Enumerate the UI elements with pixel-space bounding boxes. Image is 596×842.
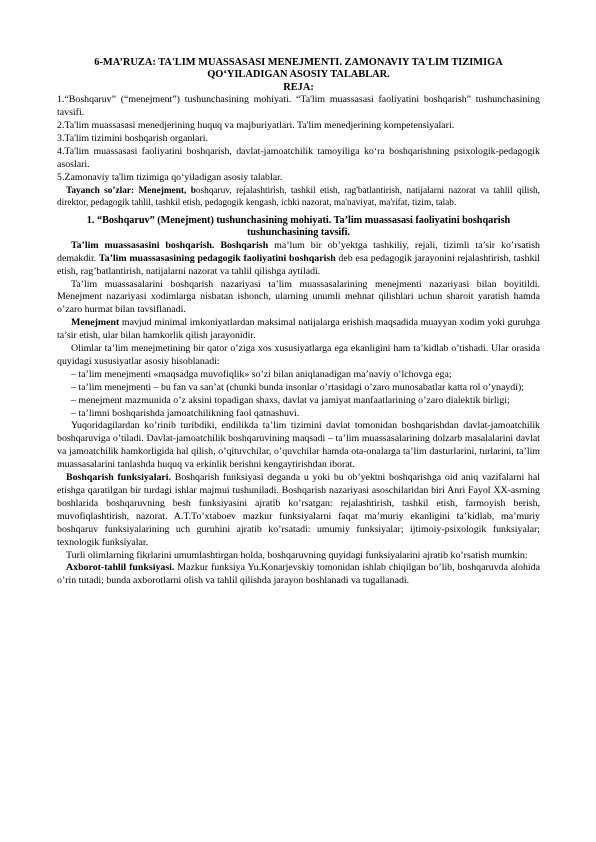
paragraph-text: Boshqarish funksiyasi deganda u yoki bu ob’yektni boshqarishga oid aniq vazifalarni hal etishga qaratilgan bir turdagi ishlar majmui tushuniladi. Boshqarish nazariyasi asoschilaridan biri Anri Fayol XX-asrning boshlarida boshqaruvning besh funksiyasini ajratib ko’rsatgan: rejalashtirish, tashkil etish, farmoyish berish, muvofiqlashtirish, nazorat. A.T.To’xtaboev mazkur funksiyalarni faqat ma’muriy ekanligini ta’kidlab, ma’muriy boshqaruv funksiyalarining uch guruhini ajratib ko’rsatadi: umumiy funksiyalar; ijtimoiy-psixologik funksiyalar; texnologik funksiyalar. <box>57 472 540 548</box>
keywords-text: oshqaruv, rejalashtirish, tashkil etish, rag'batlantirish, natijalarni nazorat va tahlil qilish, direktor, pedagogik tahlil, tashkil etish, pedagogik kengash, ichki nazorat, ma'naviyat, ma'rifat, tizim, talab. <box>57 185 540 208</box>
paragraph-2: Ta’lim muassasalarini boshqarish nazariyasi ta’lim muassasalarining menejmenti nazariyasi bilan boyitildi. Menejment nazariyasi xodimlarga nisbatan ishonch, ularning unumli mehnat qilishlari uchun sharoit yaratish hamda o’zaro hurmat bilan tavsiflanadi. <box>57 278 540 316</box>
paragraph-3 <box>57 317 540 343</box>
plan-item: 3.Ta'lim tizimini boshqarish organlari. <box>57 132 208 144</box>
term-bold: Menejment <box>71 317 120 329</box>
plan-list <box>57 94 540 184</box>
list-item: – ta’lim menejmenti «maqsadga muvofiqlik» so’zi bilan aniqlanadigan ma’naviy o’lchovga ega; <box>71 368 452 380</box>
paragraph-4: Olimlar ta’lim menejmetining bir qator o’ziga xos xususiyatlarga ega ekanligini ham ta’kidlab o’tishadi. Ular orasida quyidagi xususiyatlar asosiy hisoblanadi: <box>57 343 540 367</box>
paragraph-7: Turli olimlarning fikrlarini umumlashtirgan holda, boshqaruvning quyidagi funksiyalarini ajratib ko’rsatish mumkin: <box>66 549 528 561</box>
lecture-title: 6-MA’RUZA: TA'LIM MUASSASASI MENEJMENTI. ZAMONAVIY TA'LIM TIZIMIGA QO‘YILADIGAN ASOSIY TALABLAR. <box>94 57 503 81</box>
list-item: – ta’lim menejmenti – bu fan va san’at (chunki bunda insonlar o’rtasidagi o’zaro munosabatlar katta rol o’ynaydi); <box>71 381 525 393</box>
paragraph-text: Mazkur funksiya Yu.Konarjevskiy tomonidan ishlab chiqilgan bo’lib, boshqaruvda alohida o’rin tutadi; bunda axborotlarni olish va tahlil qilishda jarayon boshlanadi va tugallanadi. <box>57 562 540 587</box>
paragraph-5: Yuqoridagilardan ko’rinib turibdiki, endilikda ta’lim tizimini davlat tomonidan boshqarishdan davlat-jamoatchilik boshqaruviga o’tiladi. Davlat-jamoatchilik boshqaruvining maqsadi – ta’lim muassasalarining dolzarb masalalarini davlat va jamoatchilik hamkorligida hal qilish, o’qituvchilar, o’quvchilar hamda ota-onalarga ta’lim dasturlarini, turlarini, ta’lim muassasalarini tanlashda huquq va erkinlik berishni kengaytirishdan iborat. <box>57 420 540 471</box>
document-page <box>57 57 540 588</box>
plan-item: 2.Ta'lim muassasasi menedjerining huquq va majburiyatlari. Ta'lim menedjerining kompetensiyalari. <box>57 120 455 132</box>
paragraph-6 <box>57 472 540 549</box>
plan-item: 5.Zamonaviy ta'lim tizimiga qo‘yiladigan asosiy talablar. <box>57 171 283 183</box>
paragraph-1 <box>57 240 540 279</box>
list-item: – menejment mazmunida o’z aksini topadigan shaxs, davlat va jamiyat manfaatlarining o’zaro dialektik birligi; <box>71 394 510 406</box>
feature-list <box>57 369 540 421</box>
term-bold: Ta’lim muassasasini boshqarish. Boshqarish <box>71 239 269 251</box>
paragraph-text: deb esa pedagogik jarayonini rejalashtirish, tashkil etish, rag’batlantirish, natijalarni nazorat va tahlil qilishga aytiladi. <box>57 252 541 277</box>
plan-heading: REJA: <box>283 81 314 93</box>
plan-item: 1.“Boshqaruv” (“menejment”) tushunchasining mohiyati. “Ta'lim muassasasi faoliyatini boshqarish” tushunchasining tavsifi. <box>57 94 540 119</box>
section-1-heading: 1. “Boshqaruv” (Menejment) tushunchasining mohiyati. Ta’lim muassasasi faoliyatini boshqarish tushunchasining tavsifi. <box>86 214 511 239</box>
term-bold: Ta’lim muassasasining pedagogik faoliyatini boshqarish <box>98 252 336 264</box>
keywords-label: Tayanch so’zlar: Menejment, b <box>66 185 196 196</box>
list-item: – ta’limni boshqarishda jamoatchilikning faol qatnashuvi. <box>71 407 300 419</box>
keywords-paragraph <box>57 185 540 209</box>
term-bold: Boshqarish funksiyalari. <box>66 472 171 484</box>
plan-item: 4.Ta'lim muassasasi faoliyatini boshqarish, davlat-jamoatchilik tamoyiliga ko‘ra boshqarishning psixologik-pedagogik asoslari. <box>57 145 540 170</box>
paragraph-text: ma’lum bir ob’yektga tashkiliy, rejali, tizimli ta’sir ko’rsatish demakdir. <box>57 239 540 264</box>
paragraph-text: mavjud minimal imkoniyatlardan maksimal natijalarga erishish maqsadida muayyan xodim yoki guruhga ta’sir etish, ular bilan hamkorlik qilish jarayonidir. <box>57 317 540 342</box>
paragraph-8 <box>57 562 540 588</box>
term-bold: Axborot-tahlil funksiyasi. <box>66 562 175 574</box>
